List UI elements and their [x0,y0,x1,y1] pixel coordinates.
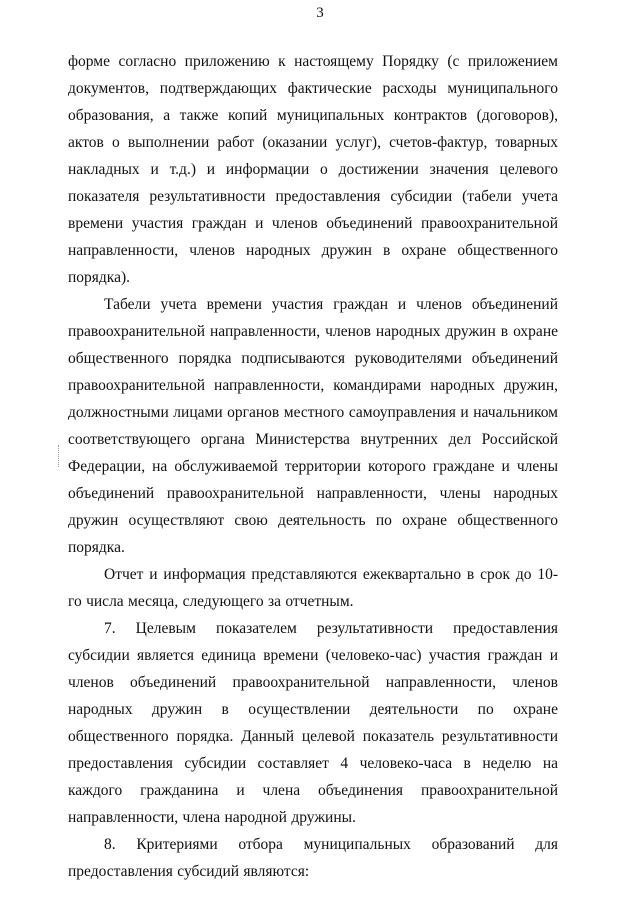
paragraph-report-deadline: Отчет и информация представляются ежеквартально в срок до 10-го числа месяца, следующего за отчетным. [68,566,558,610]
paragraph-item-8: 8. Критериями отбора муниципальных образований для предоставления субсидий являются: [68,836,558,880]
paragraph-item-7: 7. Целевым показателем результативности предоставления субсидии является единица времени (человеко-час) участия граждан и членов объединений правоохранительной направленности, членов народных дружин в осуществлении деятельности по охране общественного порядка. Данный целевой показатель результативности предоставления субсидии составляет 4 человеко-часа в неделю на каждого гражданина и члена объединения правоохранительной направленности, члена народной дружины. [68,620,558,826]
page-number: 3 [316,5,324,21]
paragraph-continuation: форме согласно приложению к настоящему Порядку (с приложением документов, подтверждающих фактические расходы муниципального образования, а также копий муниципальных контрактов (договоров), актов о выполнении работ (оказании услуг), счетов-фактур, товарных накладных и т.д.) и информации о достижении значения целевого показателя результативности предоставления субсидии (табели учета времени участия граждан и членов объединений правоохранительной направленности, членов народных дружин в охране общественного порядка). [68,53,558,286]
document-body [68,48,558,885]
margin-scan-mark [58,445,61,467]
paragraph-tables-signing: Табели учета времени участия граждан и членов объединений правоохранительной направленности, членов народных дружин в охране общественного порядка подписываются руководителями объединений правоохранительной направленности, командирами народных дружин, должностными лицами органов местного самоуправления и начальником соответствующего органа Министерства внутренних дел Российской Федерации, на обслуживаемой территории которого граждане и члены объединений правоохранительной направленности, члены народных дружин осуществляют свою деятельность по охране общественного порядка. [68,296,558,556]
